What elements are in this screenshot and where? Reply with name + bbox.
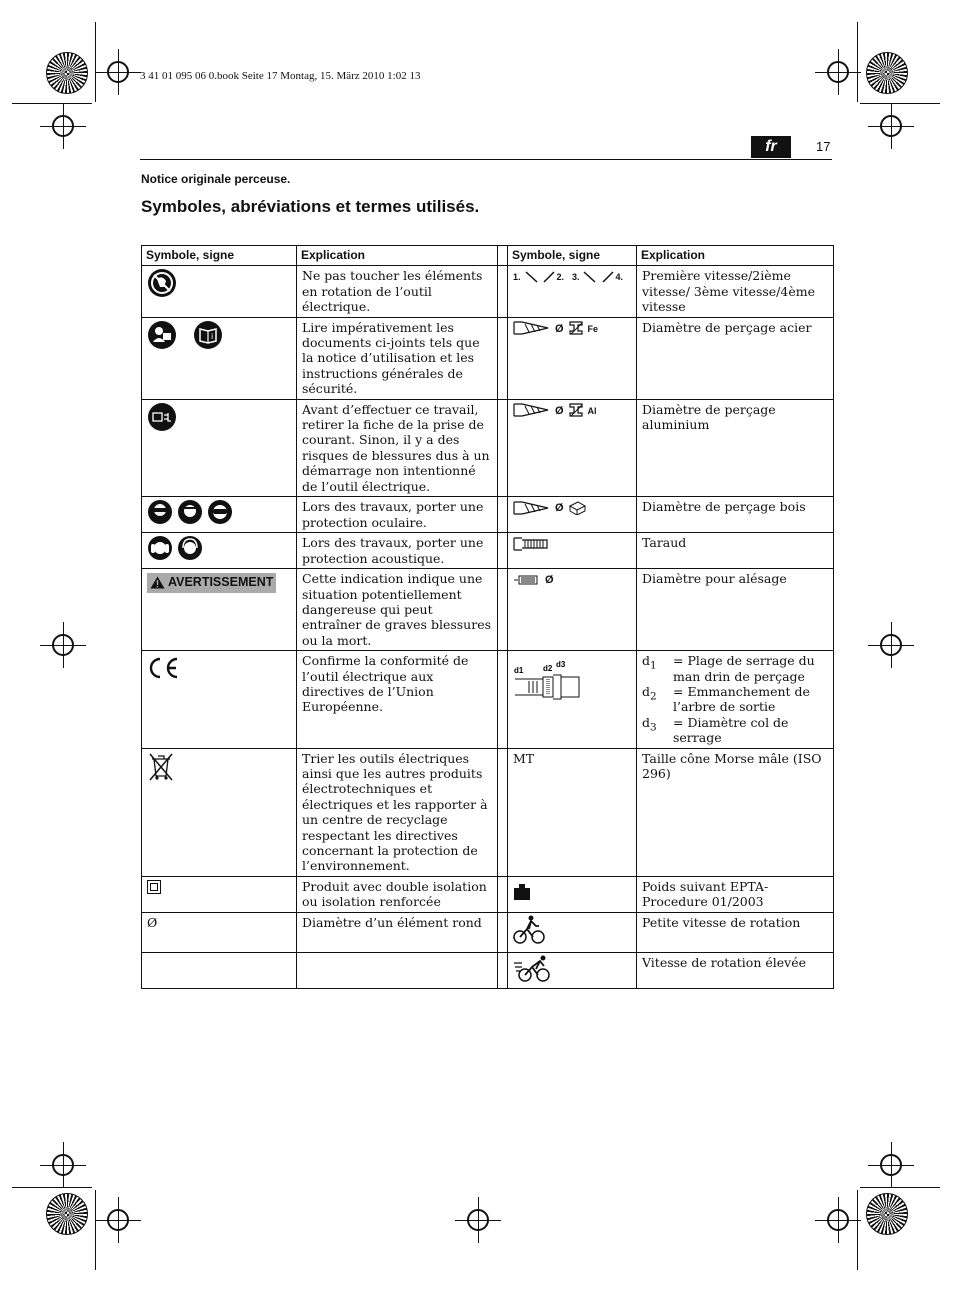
gear-high-icon (601, 271, 615, 283)
table-row (142, 912, 834, 952)
diameter-symbol: Ø (554, 404, 564, 417)
aluminium-profile-icon (568, 402, 584, 418)
ce-mark-icon (147, 657, 179, 679)
material-label: Fe (587, 323, 599, 334)
doc-subtitle: Notice originale perceuse. (141, 172, 291, 186)
diameter-symbol: Ø (142, 912, 297, 952)
gear-low-icon (525, 271, 539, 283)
table-header-row (142, 246, 834, 266)
read-manual-icon (147, 320, 177, 350)
info-book-icon (193, 320, 223, 350)
crossed-bin-icon (147, 751, 175, 783)
trim-mark (95, 22, 96, 102)
explication-cell: Taille cône Morse mâle (ISO 296) (637, 748, 834, 876)
trim-mark (860, 103, 940, 104)
explication-cell: Diamètre de perçage aluminium (637, 399, 834, 496)
explication-cell: Diamètre d’un élément rond (297, 912, 498, 952)
diameter-symbol: Ø (554, 322, 564, 335)
crosshair-mark (107, 61, 129, 83)
table-row (142, 876, 834, 912)
trim-mark (12, 103, 92, 104)
cyclist-fast-icon (513, 955, 551, 983)
table-row (142, 497, 834, 533)
registration-wheel-top-right (866, 52, 908, 94)
explication-cell: Petite vitesse de rotation (637, 912, 834, 952)
header-explication: Explication (637, 246, 834, 266)
crosshair-mark (467, 1209, 489, 1231)
dimension-row: $d_1$ = Plage de serrage du man drin de perçage (642, 653, 815, 684)
page-title: Symboles, abréviations et termes utilisés. (141, 197, 480, 216)
gear-4-label: 4. (615, 272, 623, 283)
diameter-symbol: Ø (554, 502, 564, 515)
material-label: Al (587, 405, 597, 416)
crosshair-mark (880, 115, 902, 137)
explication-cell: Lire impérativement les documents ci-joints tels que la notice d’utilisation et les instructions générales de sécurité. (297, 317, 498, 399)
registration-wheel-bottom-right (866, 1193, 908, 1235)
wood-icon (568, 501, 586, 515)
explication-cell: Ne pas toucher les éléments en rotation de l’outil électrique. (297, 266, 498, 317)
warning-triangle-icon (150, 576, 165, 589)
gear-high-icon (542, 271, 556, 283)
trim-mark (860, 1187, 940, 1188)
explication-cell: Poids suivant EPTA-Procedure 01/2003 (637, 876, 834, 912)
steel-beam-icon (568, 320, 584, 336)
table-row (142, 266, 834, 317)
explication-cell: Diamètre de perçage bois (637, 497, 834, 533)
page-number: 17 (816, 139, 831, 154)
unplug-icon (147, 402, 177, 432)
table-row (142, 651, 834, 748)
chuck-dimensions-icon (513, 661, 585, 705)
table-row (142, 317, 834, 399)
explication-cell: Première vitesse/2ième vitesse/ 3ème vitesse/4ème vitesse (637, 266, 834, 317)
drill-bit-icon (513, 403, 551, 417)
explication-cell: Diamètre pour alésage (637, 569, 834, 651)
header-explication: Explication (297, 246, 498, 266)
table-row (142, 748, 834, 876)
gear-low-icon (583, 271, 597, 283)
book-info-line: 3 41 01 095 06 0.book Seite 17 Montag, 15. März 2010 1:02 13 (140, 70, 421, 82)
symbols-table (141, 245, 834, 989)
d1-label: d1 (514, 666, 524, 676)
reamer-icon (513, 574, 541, 586)
drill-bit-icon (513, 501, 551, 515)
trim-mark (12, 1187, 92, 1188)
explication-cell: Cette indication indique une situation potentiellement dangereuse qui peut entraîner de graves blessures ou la mort. (297, 569, 498, 651)
dimension-row: $d_3$ = Diamètre col de serrage (642, 714, 789, 746)
explication-cell: Produit avec double isolation ou isolation renforcée (297, 876, 498, 912)
table-row (142, 533, 834, 569)
trim-mark (95, 1190, 96, 1270)
cyclist-slow-icon (513, 915, 545, 945)
no-touch-rotating-icon (147, 268, 177, 298)
weight-icon (513, 883, 531, 901)
trim-mark (857, 1190, 858, 1270)
crosshair-mark (827, 61, 849, 83)
crosshair-mark (880, 1154, 902, 1176)
eye-protection-icon (147, 499, 173, 525)
face-shield-icon (177, 499, 203, 525)
double-insulation-icon (147, 880, 161, 894)
crosshair-mark (52, 1154, 74, 1176)
language-tab: fr (751, 136, 791, 158)
warning-label-text: AVERTISSEMENT (168, 575, 274, 590)
d2-label: d2 (543, 664, 553, 674)
svg-text:i: i (210, 331, 214, 341)
registration-wheel-top-left (46, 52, 88, 94)
table-row (142, 399, 834, 496)
header-rule (140, 159, 832, 160)
header-symbol: Symbole, signe (508, 246, 637, 266)
dimension-row: $d_2$ = Emmanchement de l’arbre de sortie (642, 683, 810, 715)
explication-cell: Vitesse de rotation élevée (637, 952, 834, 988)
crosshair-mark (880, 634, 902, 656)
gear-1-label: 1. (513, 272, 521, 283)
ear-protection-icon (147, 535, 173, 561)
explication-cell: Avant d’effectuer ce travail, retirer la fiche de la prise de courant. Sinon, il y a des risques de blessures dus à un démarrage non intentionné de l’outil électrique. (297, 399, 498, 496)
crosshair-mark (52, 115, 74, 137)
explication-cell: Trier les outils électriques ainsi que les autres produits électrotechniques et électriques et les rapporter à un centre de recyclage respectant les directives concernant la protection de l’environnement. (297, 748, 498, 876)
crosshair-mark (827, 1209, 849, 1231)
explication-cell: Lors des travaux, porter une protection oculaire. (297, 497, 498, 533)
explication-cell: Diamètre de perçage acier (637, 317, 834, 399)
registration-wheel-bottom-left (46, 1193, 88, 1235)
crosshair-mark (107, 1209, 129, 1231)
warning-label (147, 573, 276, 592)
d3-label: d3 (556, 661, 566, 670)
explication-cell: Taraud (637, 533, 834, 569)
tap-icon (513, 537, 551, 551)
gear-3-label: 3. (571, 272, 580, 283)
morse-taper-symbol: MT (508, 748, 637, 876)
table-row (142, 952, 834, 988)
table-row (142, 569, 834, 651)
goggles-icon (207, 499, 233, 525)
diameter-symbol: Ø (544, 574, 554, 587)
trim-mark (857, 22, 858, 102)
explication-cell: Lors des travaux, porter une protection acoustique. (297, 533, 498, 569)
explication-cell: Confirme la conformité de l’outil électrique aux directives de l’Union Européenne. (297, 651, 498, 748)
gear-2-label: 2. (556, 272, 564, 283)
ear-defenders-icon (177, 535, 203, 561)
chuck-dimensions-explication (637, 651, 834, 748)
header-symbol: Symbole, signe (142, 246, 297, 266)
crosshair-mark (52, 634, 74, 656)
drill-bit-icon (513, 321, 551, 335)
